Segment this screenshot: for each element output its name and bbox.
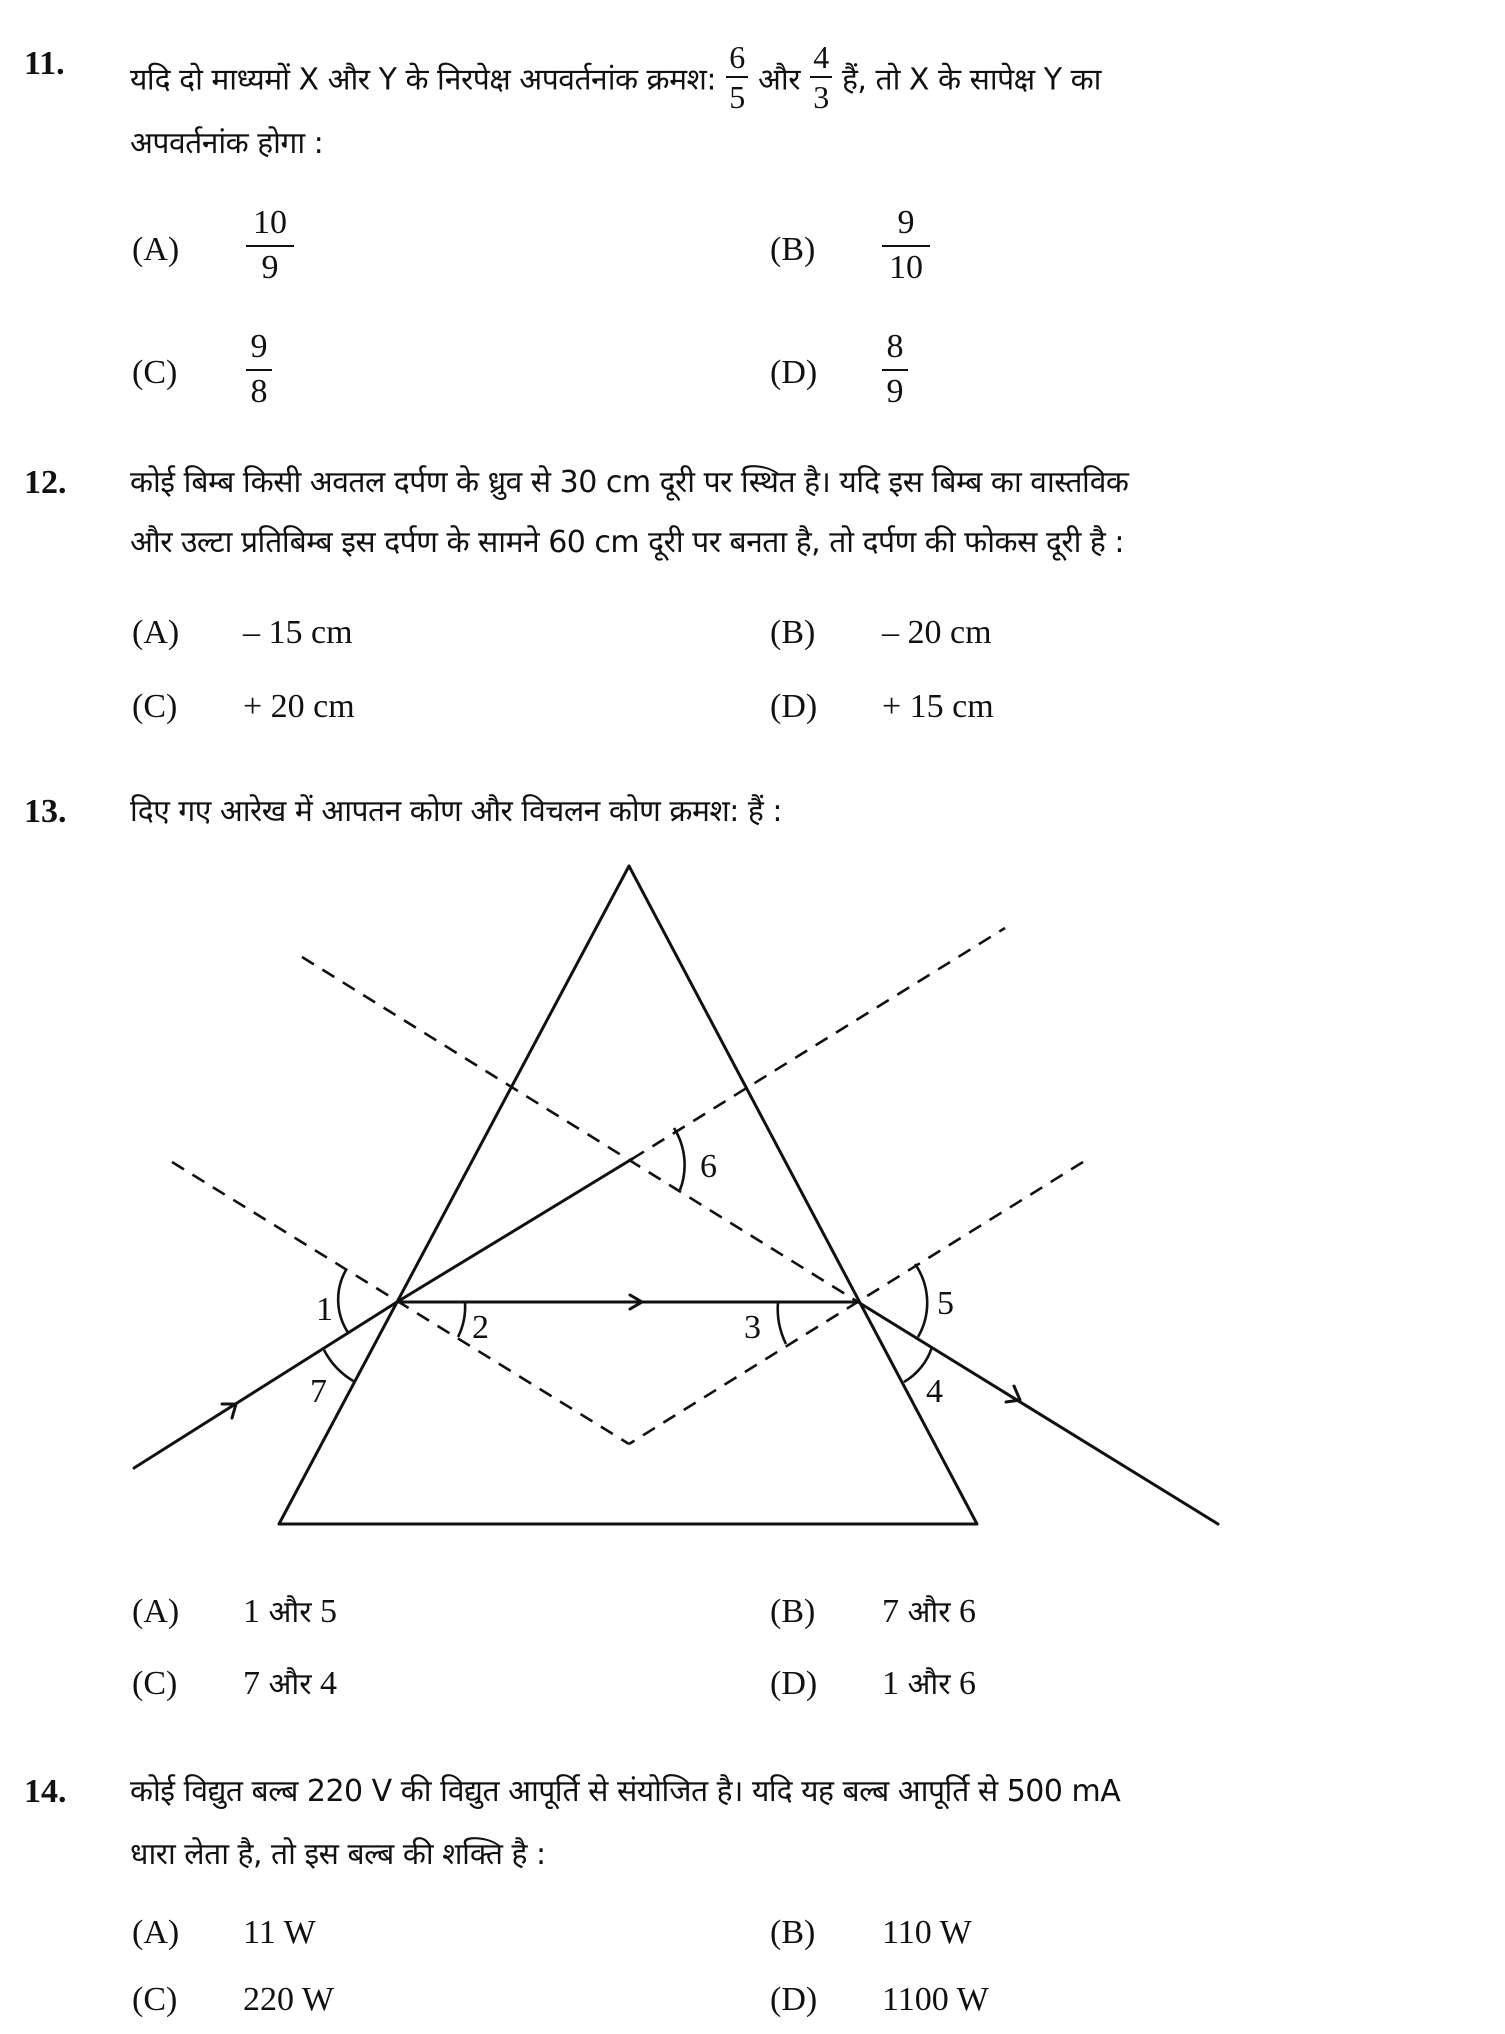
- option-value: [882, 1664, 976, 1705]
- angle-label-6: 6: [700, 1148, 717, 1185]
- question-number: 12.: [24, 464, 67, 501]
- option-value: [243, 1664, 337, 1705]
- option-label: (D): [770, 1981, 818, 2018]
- angle-arc-3: [778, 1302, 786, 1344]
- option-value: – 15 cm: [243, 614, 353, 651]
- option-label: (D): [770, 354, 818, 391]
- question-text-line-2: धारा लेता है, तो इस बल्ब की शक्ति है :: [130, 1837, 546, 1872]
- question-text: हैं, तो X के सापेक्ष Y का: [842, 62, 1101, 98]
- incident-extension-dashed: [632, 928, 1005, 1159]
- incident-ray: [134, 1302, 397, 1468]
- conjunction: और: [268, 1595, 312, 1630]
- question-number: 14.: [24, 1773, 67, 1810]
- option-label: (D): [770, 1665, 818, 1702]
- numerator: 9: [897, 204, 915, 241]
- question-text: यदि दो माध्यमों X और Y के निरपेक्ष अपवर्तनांक क्रमश:: [130, 62, 717, 98]
- option-value: [882, 1592, 976, 1633]
- angle-number: 7: [243, 1665, 260, 1702]
- angle-arc-7: [324, 1350, 355, 1382]
- option-label: (C): [132, 1981, 178, 2018]
- angle-label-1: 1: [316, 1291, 333, 1328]
- incident-extension-solid: [397, 1159, 632, 1302]
- option-label: (B): [770, 231, 816, 268]
- angle-number: 6: [958, 1593, 976, 1630]
- angle-number: 4: [319, 1665, 337, 1702]
- angle-number: 1: [882, 1665, 899, 1702]
- question-text-line-1: दिए गए आरेख में आपतन कोण और विचलन कोण क्रमश: हैं :: [130, 794, 783, 829]
- option-label: (A): [132, 1914, 180, 1951]
- denominator: 9: [886, 373, 904, 410]
- angle-arc-5: [915, 1264, 927, 1337]
- numerator: 9: [250, 328, 268, 365]
- denominator: 8: [250, 373, 268, 410]
- numerator: 4: [813, 39, 829, 75]
- angle-number: 6: [958, 1665, 976, 1702]
- question-text-line-2: और उल्टा प्रतिबिम्ब इस दर्पण के सामने 60 cm दूरी पर बनता है, तो दर्पण की फोकस दूरी है :: [130, 525, 1124, 560]
- numerator: 6: [729, 39, 745, 75]
- denominator: 10: [889, 249, 923, 286]
- question-text-line-1: कोई बिम्ब किसी अवतल दर्पण के ध्रुव से 30 cm दूरी पर स्थित है। यदि इस बिम्ब का वास्तविक: [130, 465, 1129, 500]
- option-label: (A): [132, 614, 180, 651]
- angle-label-3: 3: [744, 1309, 761, 1346]
- question-text: और: [758, 62, 800, 98]
- angle-label-4: 4: [926, 1373, 943, 1410]
- denominator: 3: [813, 79, 829, 115]
- prism-triangle: [279, 866, 977, 1524]
- option-value: 220 W: [243, 1981, 334, 2018]
- option-label: (A): [132, 1593, 180, 1630]
- option-label: (B): [770, 1593, 816, 1630]
- option-label: (C): [132, 688, 178, 725]
- angle-arc-6: [674, 1128, 685, 1190]
- option-value: – 20 cm: [882, 614, 992, 651]
- angle-arc-1: [338, 1270, 349, 1334]
- option-label: (B): [770, 1914, 816, 1951]
- option-value: 1100 W: [882, 1981, 989, 2018]
- option-value: + 20 cm: [243, 688, 355, 725]
- option-value: 11 W: [243, 1914, 316, 1951]
- question-number: 11.: [24, 45, 65, 82]
- denominator: 9: [261, 249, 279, 286]
- question-text-line-1: कोई विद्युत बल्ब 220 V की विद्युत आपूर्ति से संयोजित है। यदि यह बल्ब आपूर्ति से 500 mA: [130, 1774, 1121, 1809]
- option-label: (B): [770, 614, 816, 651]
- numerator: 8: [886, 328, 904, 365]
- angle-number: 7: [882, 1593, 899, 1630]
- conjunction: और: [907, 1667, 951, 1702]
- denominator: 5: [729, 79, 745, 115]
- option-label: (D): [770, 688, 818, 725]
- option-label: (C): [132, 1665, 178, 1702]
- angle-label-2: 2: [472, 1309, 489, 1346]
- question-text-line-2: अपवर्तनांक होगा :: [130, 126, 324, 161]
- angle-label-7: 7: [310, 1373, 327, 1410]
- numerator: 10: [253, 204, 287, 241]
- emergent-extension-dashed: [302, 957, 858, 1302]
- option-label: (C): [132, 354, 178, 391]
- angle-number: 1: [243, 1593, 260, 1630]
- emergent-ray: [858, 1302, 1218, 1524]
- angle-label-5: 5: [937, 1285, 954, 1322]
- conjunction: और: [268, 1667, 312, 1702]
- option-label: (A): [132, 231, 180, 268]
- conjunction: और: [907, 1595, 951, 1630]
- option-value: 110 W: [882, 1914, 972, 1951]
- option-value: [243, 1592, 337, 1633]
- angle-arc-2: [458, 1302, 465, 1337]
- angle-number: 5: [319, 1593, 337, 1630]
- option-value: + 15 cm: [882, 688, 994, 725]
- question-number: 13.: [24, 793, 67, 830]
